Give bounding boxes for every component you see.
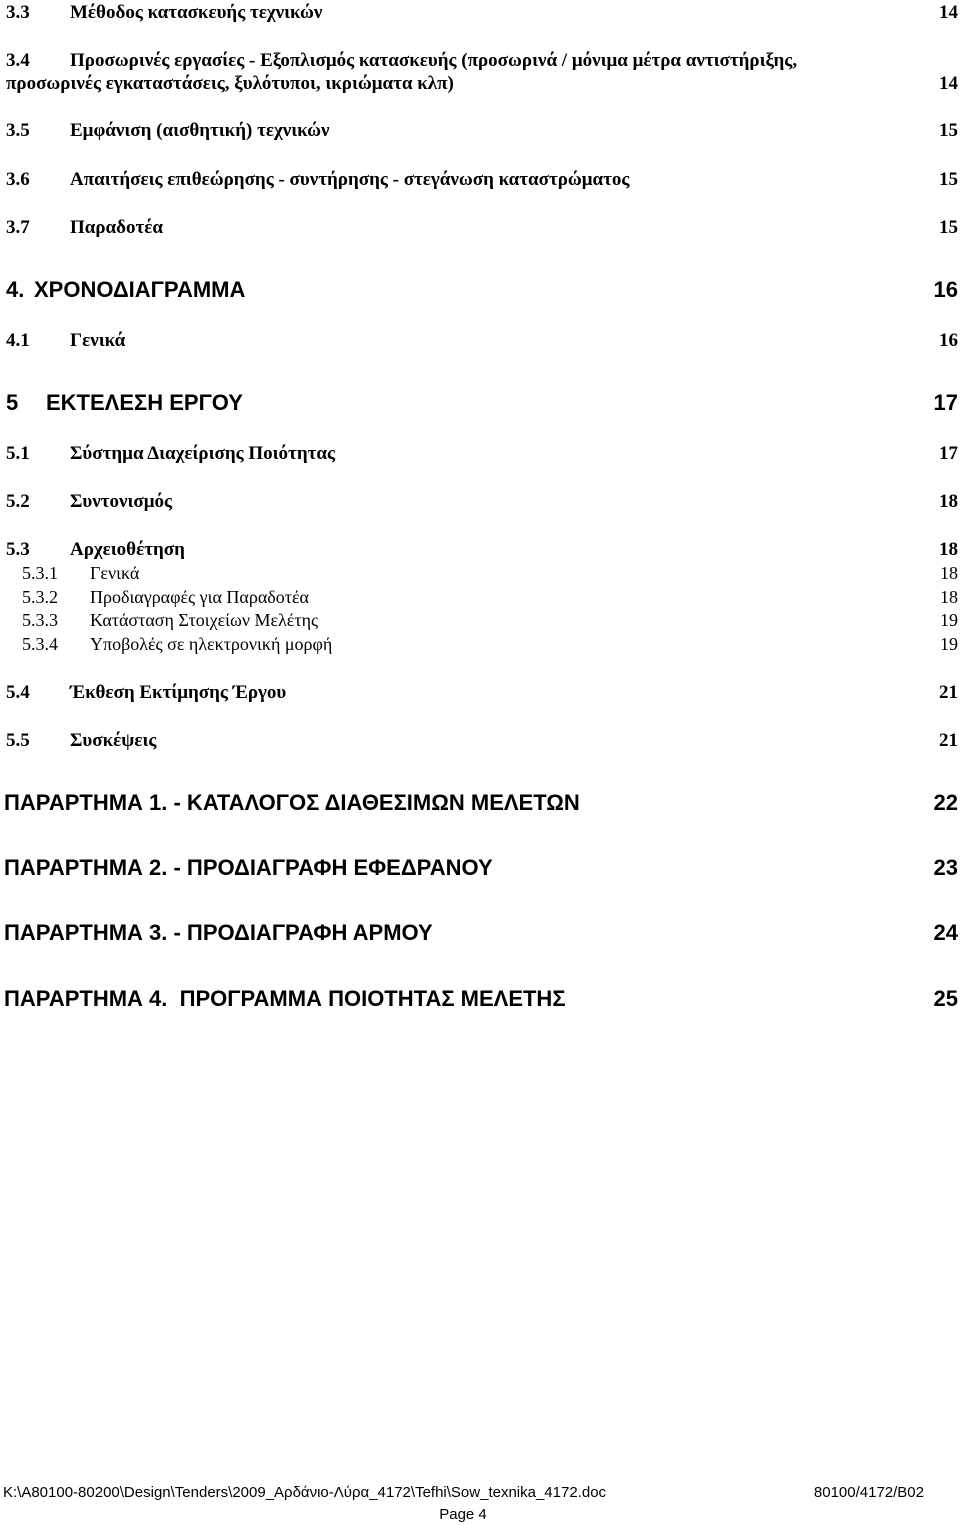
toc-chapter[interactable] <box>6 388 960 418</box>
toc-entry[interactable] <box>6 442 960 466</box>
entry-page: 15 <box>939 120 958 141</box>
appendix-title: ΠΑΡΑΡΤΗΜΑ 4. ΠΡΟΓΡΑΜΜΑ ΠΟΙΟΤΗΤΑΣ ΜΕΛΕΤΗΣ <box>4 986 566 1011</box>
entry-title: Απαιτήσεις επιθεώρησης - συντήρησης - στεγάνωση καταστρώματος <box>70 169 630 190</box>
entry-page: 17 <box>939 443 958 464</box>
appendix-page: 22 <box>933 790 958 815</box>
entry-number: 5.4 <box>6 682 30 703</box>
subentry-title: Υποβολές σε ηλεκτρονική μορφή <box>90 634 333 654</box>
appendix-title: ΠΑΡΑΡΤΗΜΑ 1. - ΚΑΤΑΛΟΓΟΣ ΔΙΑΘΕΣΙΜΩΝ ΜΕΛΕΤΩΝ <box>4 790 580 815</box>
footer-file-path: K:\A80100-80200\Design\Tenders\2009_Αρδάνιο-Λύρα_4172\Tefhi\Sow_texnika_4172.doc <box>3 1484 607 1501</box>
entry-number: 3.3 <box>6 2 30 23</box>
toc-entry-continuation[interactable] <box>6 72 960 96</box>
entry-page: 15 <box>939 169 958 190</box>
entry-title: Έκθεση Εκτίμησης Έργου <box>70 682 287 703</box>
entry-title: Παραδοτέα <box>70 217 163 238</box>
entry-number: 3.7 <box>6 217 30 238</box>
appendix-page: 24 <box>933 920 958 945</box>
chapter-title: ΧΡΟΝΟΔΙΑΓΡΑΜΜΑ <box>34 277 246 302</box>
toc-entry[interactable] <box>6 329 960 353</box>
entry-number: 4.1 <box>6 330 30 351</box>
appendix-title: ΠΑΡΑΡΤΗΜΑ 3. - ΠΡΟΔΙΑΓΡΑΦΗ ΑΡΜΟΥ <box>4 920 433 945</box>
toc-entry[interactable] <box>6 119 960 143</box>
entry-title: Προσωρινές εργασίες - Εξοπλισμός κατασκευής (προσωρινά / μόνιμα μέτρα αντιστήριξης, <box>70 50 798 71</box>
toc-subentry[interactable] <box>22 585 960 609</box>
toc-subentry[interactable] <box>22 561 960 585</box>
subentry-number: 5.3.2 <box>22 587 58 607</box>
toc-appendix-1[interactable] <box>4 788 960 818</box>
chapter-number: 5 <box>6 390 19 415</box>
toc-appendix-3[interactable] <box>4 918 960 948</box>
toc-entry[interactable] <box>6 49 960 73</box>
subentry-number: 5.3.1 <box>22 563 58 583</box>
entry-title: Μέθοδος κατασκευής τεχνικών <box>70 2 323 23</box>
toc-entry[interactable] <box>6 490 960 514</box>
chapter-page: 16 <box>933 277 958 302</box>
entry-page: 15 <box>939 217 958 238</box>
entry-page: 18 <box>939 491 958 512</box>
entry-title-continuation: προσωρινές εγκαταστάσεις, ξυλότυποι, ικριώματα κλπ) <box>6 73 454 94</box>
footer-page-number: Page 4 <box>439 1506 487 1523</box>
entry-number: 5.2 <box>6 491 30 512</box>
chapter-number: 4. <box>6 277 25 302</box>
entry-page: 21 <box>939 682 958 703</box>
appendix-page: 25 <box>933 986 958 1011</box>
toc-entry[interactable] <box>6 216 960 240</box>
subentry-title: Προδιαγραφές για Παραδοτέα <box>90 587 309 607</box>
entry-number: 3.6 <box>6 169 30 190</box>
entry-number: 3.5 <box>6 120 30 141</box>
toc-entry[interactable] <box>6 538 960 562</box>
subentry-number: 5.3.4 <box>22 634 58 654</box>
entry-title: Αρχειοθέτηση <box>70 539 185 560</box>
entry-page: 14 <box>939 73 958 94</box>
toc-entry[interactable] <box>6 681 960 705</box>
toc-entry[interactable] <box>6 168 960 192</box>
appendix-title: ΠΑΡΑΡΤΗΜΑ 2. - ΠΡΟΔΙΑΓΡΑΦΗ ΕΦΕΔΡΑΝΟΥ <box>4 855 493 880</box>
entry-page: 18 <box>939 539 958 560</box>
subentry-page: 18 <box>940 587 958 607</box>
appendix-page: 23 <box>933 855 958 880</box>
entry-page: 21 <box>939 730 958 751</box>
subentry-page: 19 <box>940 610 958 630</box>
toc-appendix-2[interactable] <box>4 853 960 883</box>
entry-number: 3.4 <box>6 50 30 71</box>
subentry-number: 5.3.3 <box>22 610 58 630</box>
subentry-page: 18 <box>940 563 958 583</box>
entry-title: Συσκέψεις <box>70 730 157 751</box>
chapter-page: 17 <box>933 390 958 415</box>
entry-number: 5.1 <box>6 443 30 464</box>
entry-number: 5.3 <box>6 539 30 560</box>
toc-entry[interactable] <box>6 1 960 25</box>
entry-number: 5.5 <box>6 730 30 751</box>
entry-title: Συντονισμός <box>70 491 173 512</box>
footer-document-code: 80100/4172/B02 <box>813 1484 924 1501</box>
toc-subentry[interactable] <box>22 608 960 632</box>
toc-entry[interactable] <box>6 729 960 753</box>
toc-subentry[interactable] <box>22 632 960 656</box>
entry-title: Εμφάνιση (αισθητική) τεχνικών <box>70 120 330 141</box>
subentry-title: Κατάσταση Στοιχείων Μελέτης <box>90 610 319 630</box>
subentry-title: Γενικά <box>90 563 140 583</box>
entry-title: Σύστημα Διαχείρισης Ποιότητας <box>70 443 335 464</box>
entry-title: Γενικά <box>70 330 126 351</box>
toc-chapter[interactable] <box>6 275 960 305</box>
subentry-page: 19 <box>940 634 958 654</box>
entry-page: 14 <box>939 2 958 23</box>
chapter-title: ΕΚΤΕΛΕΣΗ ΕΡΓΟΥ <box>46 390 243 415</box>
toc-appendix-4[interactable] <box>4 984 960 1014</box>
entry-page: 16 <box>939 330 958 351</box>
